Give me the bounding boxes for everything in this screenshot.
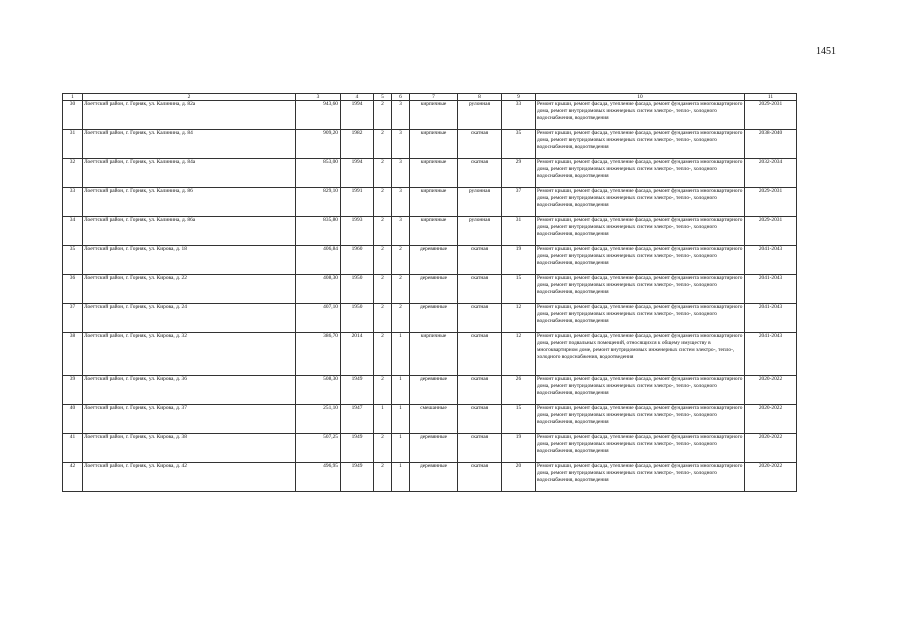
column-header: 2	[83, 94, 296, 101]
wall-material-cell: кирпичные	[410, 101, 458, 130]
entrances-cell: 1	[392, 333, 410, 376]
year-cell: 1947	[341, 405, 374, 434]
wear-percent-cell: 20	[502, 463, 536, 492]
wall-material-cell: деревянные	[410, 434, 458, 463]
repair-period-cell: 2029-2031	[745, 217, 797, 246]
wall-material-cell: деревянные	[410, 376, 458, 405]
roof-type-cell: скатная	[458, 333, 502, 376]
column-header: 3	[296, 94, 341, 101]
floors-cell: 2	[374, 246, 392, 275]
column-header: 4	[341, 94, 374, 101]
repair-period-cell: 2020-2022	[745, 463, 797, 492]
year-cell: 2014	[341, 333, 374, 376]
roof-type-cell: скатная	[458, 405, 502, 434]
floors-cell: 1	[374, 405, 392, 434]
area-cell: 496,95	[296, 463, 341, 492]
address-cell: Лоеттский район, г. Горняк, ул. Калинина, д. 84а	[83, 159, 296, 188]
wear-percent-cell: 15	[502, 275, 536, 304]
column-header: 6	[392, 94, 410, 101]
floors-cell: 2	[374, 217, 392, 246]
row-number-cell: 41	[63, 434, 83, 463]
year-cell: 1950	[341, 304, 374, 333]
area-cell: 829,10	[296, 188, 341, 217]
floors-cell: 2	[374, 101, 392, 130]
table-row	[63, 376, 797, 405]
repair-works-cell: Ремонт крыши, ремонт фасада, утепление фасада, ремонт фундамента многоквартирного дома, ремонт внутридомовых инженерных систем электро-, тепло-, холодного водоснабжения, водоотведения	[536, 188, 745, 217]
repair-period-cell: 2041-2043	[745, 246, 797, 275]
table-row	[63, 275, 797, 304]
table-row	[63, 217, 797, 246]
table-row	[63, 405, 797, 434]
wall-material-cell: кирпичные	[410, 159, 458, 188]
address-cell: Лоеттский район, г. Горняк, ул. Кирова, д. 36	[83, 376, 296, 405]
entrances-cell: 1	[392, 405, 410, 434]
area-cell: 508,30	[296, 376, 341, 405]
repair-period-cell: 2020-2022	[745, 376, 797, 405]
column-header: 5	[374, 94, 392, 101]
repair-period-cell: 2041-2043	[745, 275, 797, 304]
wear-percent-cell: 37	[502, 188, 536, 217]
repair-period-cell: 2032-2034	[745, 159, 797, 188]
floors-cell: 2	[374, 333, 392, 376]
year-cell: 1950	[341, 275, 374, 304]
repair-period-cell: 2038-2040	[745, 130, 797, 159]
row-number-cell: 32	[63, 159, 83, 188]
wall-material-cell: кирпичные	[410, 217, 458, 246]
roof-type-cell: скатная	[458, 434, 502, 463]
entrances-cell: 2	[392, 246, 410, 275]
repair-works-cell: Ремонт крыши, ремонт фасада, утепление фасада, ремонт фундамента многоквартирного дома, ремонт внутридомовых инженерных систем электро-, тепло-, холодного водоснабжения, водоотведения	[536, 101, 745, 130]
floors-cell: 2	[374, 188, 392, 217]
column-header: 11	[745, 94, 797, 101]
wear-percent-cell: 12	[502, 304, 536, 333]
repair-works-cell: Ремонт крыши, ремонт фасада, утепление фасада, ремонт фундамента многоквартирного дома, ремонт внутридомовых инженерных систем электро-, тепло-, холодного водоснабжения, водоотведения	[536, 434, 745, 463]
row-number-cell: 35	[63, 246, 83, 275]
repair-works-cell: Ремонт крыши, ремонт фасада, утепление фасада, ремонт фундамента многоквартирного дома, ремонт внутридомовых инженерных систем электро-, тепло-, холодного водоснабжения, водоотведения	[536, 130, 745, 159]
column-header: 7	[410, 94, 458, 101]
wall-material-cell: деревянные	[410, 275, 458, 304]
row-number-cell: 40	[63, 405, 83, 434]
wear-percent-cell: 15	[502, 405, 536, 434]
area-cell: 407,10	[296, 304, 341, 333]
repair-works-cell: Ремонт крыши, ремонт фасада, утепление фасада, ремонт фундамента многоквартирного дома, ремонт внутридомовых инженерных систем электро-, тепло-, холодного водоснабжения, водоотведения	[536, 275, 745, 304]
roof-type-cell: скатная	[458, 130, 502, 159]
year-cell: 1949	[341, 376, 374, 405]
roof-type-cell: рулонная	[458, 217, 502, 246]
floors-cell: 2	[374, 304, 392, 333]
address-cell: Лоеттский район, г. Горняк, ул. Кирова, д. 32	[83, 333, 296, 376]
wear-percent-cell: 31	[502, 217, 536, 246]
row-number-cell: 38	[63, 333, 83, 376]
area-cell: 835,80	[296, 217, 341, 246]
year-cell: 1993	[341, 217, 374, 246]
roof-type-cell: скатная	[458, 246, 502, 275]
entrances-cell: 2	[392, 275, 410, 304]
entrances-cell: 1	[392, 434, 410, 463]
floors-cell: 2	[374, 376, 392, 405]
area-cell: 507,25	[296, 434, 341, 463]
roof-type-cell: рулонная	[458, 101, 502, 130]
table-row	[63, 101, 797, 130]
wear-percent-cell: 35	[502, 130, 536, 159]
entrances-cell: 1	[392, 376, 410, 405]
roof-type-cell: скатная	[458, 159, 502, 188]
row-number-cell: 33	[63, 188, 83, 217]
wall-material-cell: кирпичные	[410, 333, 458, 376]
table-row	[63, 333, 797, 376]
repair-period-cell: 2041-2043	[745, 333, 797, 376]
wall-material-cell: деревянные	[410, 463, 458, 492]
wall-material-cell: деревянные	[410, 304, 458, 333]
address-cell: Лоеттский район, г. Горняк, ул. Кирова, д. 37	[83, 405, 296, 434]
wall-material-cell: кирпичные	[410, 130, 458, 159]
table-row	[63, 304, 797, 333]
repair-period-cell: 2029-2031	[745, 101, 797, 130]
table-row	[63, 130, 797, 159]
table-row	[63, 463, 797, 492]
address-cell: Лоеттский район, г. Горняк, ул. Калинина, д. 86а	[83, 217, 296, 246]
table-row	[63, 246, 797, 275]
wall-material-cell: деревянные	[410, 246, 458, 275]
row-number-cell: 34	[63, 217, 83, 246]
row-number-cell: 39	[63, 376, 83, 405]
address-cell: Лоеттский район, г. Горняк, ул. Кирова, д. 22	[83, 275, 296, 304]
row-number-cell: 37	[63, 304, 83, 333]
wear-percent-cell: 12	[502, 333, 536, 376]
entrances-cell: 3	[392, 101, 410, 130]
page-number: 1451	[816, 46, 836, 57]
floors-cell: 2	[374, 275, 392, 304]
repair-works-cell: Ремонт крыши, ремонт фасада, утепление фасада, ремонт фундамента многоквартирного дома, ремонт внутридомовых инженерных систем электро-, тепло-, холодного водоснабжения, водоотведения	[536, 304, 745, 333]
entrances-cell: 3	[392, 130, 410, 159]
year-cell: 1994	[341, 101, 374, 130]
table-row	[63, 434, 797, 463]
area-cell: 853,00	[296, 159, 341, 188]
column-header: 10	[536, 94, 745, 101]
year-cell: 1949	[341, 463, 374, 492]
repair-works-cell: Ремонт крыши, ремонт фасада, утепление фасада, ремонт фундамента многоквартирного дома, ремонт внутридомовых инженерных систем электро-, тепло-, холодного водоснабжения, водоотведения	[536, 376, 745, 405]
repair-works-cell: Ремонт крыши, ремонт фасада, утепление фасада, ремонт фундамента многоквартирного дома, ремонт внутридомовых инженерных систем электро-, тепло-, холодного водоснабжения, водоотведения	[536, 159, 745, 188]
year-cell: 1991	[341, 188, 374, 217]
wall-material-cell: смешанные	[410, 405, 458, 434]
wear-percent-cell: 26	[502, 376, 536, 405]
entrances-cell: 3	[392, 217, 410, 246]
repair-period-cell: 2029-2031	[745, 188, 797, 217]
year-cell: 1982	[341, 130, 374, 159]
wall-material-cell: кирпичные	[410, 188, 458, 217]
repair-period-cell: 2041-2043	[745, 304, 797, 333]
year-cell: 1994	[341, 159, 374, 188]
address-cell: Лоеттский район, г. Горняк, ул. Калинина, д. 82а	[83, 101, 296, 130]
table-row	[63, 188, 797, 217]
address-cell: Лоеттский район, г. Горняк, ул. Калинина, д. 84	[83, 130, 296, 159]
repair-works-cell: Ремонт крыши, ремонт фасада, утепление фасада, ремонт фундамента многоквартирного дома, ремонт внутридомовых инженерных систем электро-, тепло-, холодного водоснабжения, водоотведения	[536, 246, 745, 275]
floors-cell: 2	[374, 463, 392, 492]
wear-percent-cell: 19	[502, 246, 536, 275]
floors-cell: 2	[374, 159, 392, 188]
year-cell: 1960	[341, 246, 374, 275]
repair-works-cell: Ремонт крыши, ремонт фасада, утепление фасада, ремонт фундамента многоквартирного дома, ремонт внутридомовых инженерных систем электро-, тепло-, холодного водоснабжения, водоотведения	[536, 217, 745, 246]
row-number-cell: 42	[63, 463, 83, 492]
roof-type-cell: рулонная	[458, 188, 502, 217]
area-cell: 386,70	[296, 333, 341, 376]
repair-period-cell: 2020-2022	[745, 434, 797, 463]
roof-type-cell: скатная	[458, 376, 502, 405]
entrances-cell: 2	[392, 304, 410, 333]
address-cell: Лоеттский район, г. Горняк, ул. Кирова, д. 18	[83, 246, 296, 275]
repair-works-cell: Ремонт крыши, ремонт фасада, утепление фасада, ремонт фундамента многоквартирного дома, ремонт внутридомовых инженерных систем электро-, тепло-, холодного водоснабжения, водоотведения	[536, 405, 745, 434]
roof-type-cell: скатная	[458, 463, 502, 492]
wear-percent-cell: 29	[502, 159, 536, 188]
floors-cell: 2	[374, 130, 392, 159]
address-cell: Лоеттский район, г. Горняк, ул. Кирова, д. 42	[83, 463, 296, 492]
housing-registry-table	[62, 93, 797, 492]
entrances-cell: 1	[392, 463, 410, 492]
year-cell: 1949	[341, 434, 374, 463]
address-cell: Лоеттский район, г. Горняк, ул. Кирова, д. 38	[83, 434, 296, 463]
roof-type-cell: скатная	[458, 275, 502, 304]
column-header: 8	[458, 94, 502, 101]
area-cell: 909,20	[296, 130, 341, 159]
entrances-cell: 3	[392, 159, 410, 188]
row-number-cell: 36	[63, 275, 83, 304]
repair-period-cell: 2020-2022	[745, 405, 797, 434]
area-cell: 251,10	[296, 405, 341, 434]
area-cell: 408,30	[296, 275, 341, 304]
floors-cell: 2	[374, 434, 392, 463]
column-header: 9	[502, 94, 536, 101]
column-number-row	[63, 94, 797, 101]
roof-type-cell: скатная	[458, 304, 502, 333]
row-number-cell: 31	[63, 130, 83, 159]
column-header: 1	[63, 94, 83, 101]
wear-percent-cell: 19	[502, 434, 536, 463]
table-row	[63, 159, 797, 188]
address-cell: Лоеттский район, г. Горняк, ул. Калинина, д. 86	[83, 188, 296, 217]
wear-percent-cell: 33	[502, 101, 536, 130]
row-number-cell: 30	[63, 101, 83, 130]
repair-works-cell: Ремонт крыши, ремонт фасада, утепление фасада, ремонт фундамента многоквартирного дома, ремонт подвальных помещений, относящихся к общему имуществу в многоквартирном доме, ремонт внутридомовых инженерных систем электро-, тепло-, холодного водоснабжения, водоотведения	[536, 333, 745, 376]
address-cell: Лоеттский район, г. Горняк, ул. Кирова, д. 24	[83, 304, 296, 333]
repair-works-cell: Ремонт крыши, ремонт фасада, утепление фасада, ремонт фундамента многоквартирного дома, ремонт внутридомовых инженерных систем электро-, тепло-, холодного водоснабжения, водоотведения	[536, 463, 745, 492]
entrances-cell: 3	[392, 188, 410, 217]
area-cell: 406,84	[296, 246, 341, 275]
area-cell: 943,60	[296, 101, 341, 130]
